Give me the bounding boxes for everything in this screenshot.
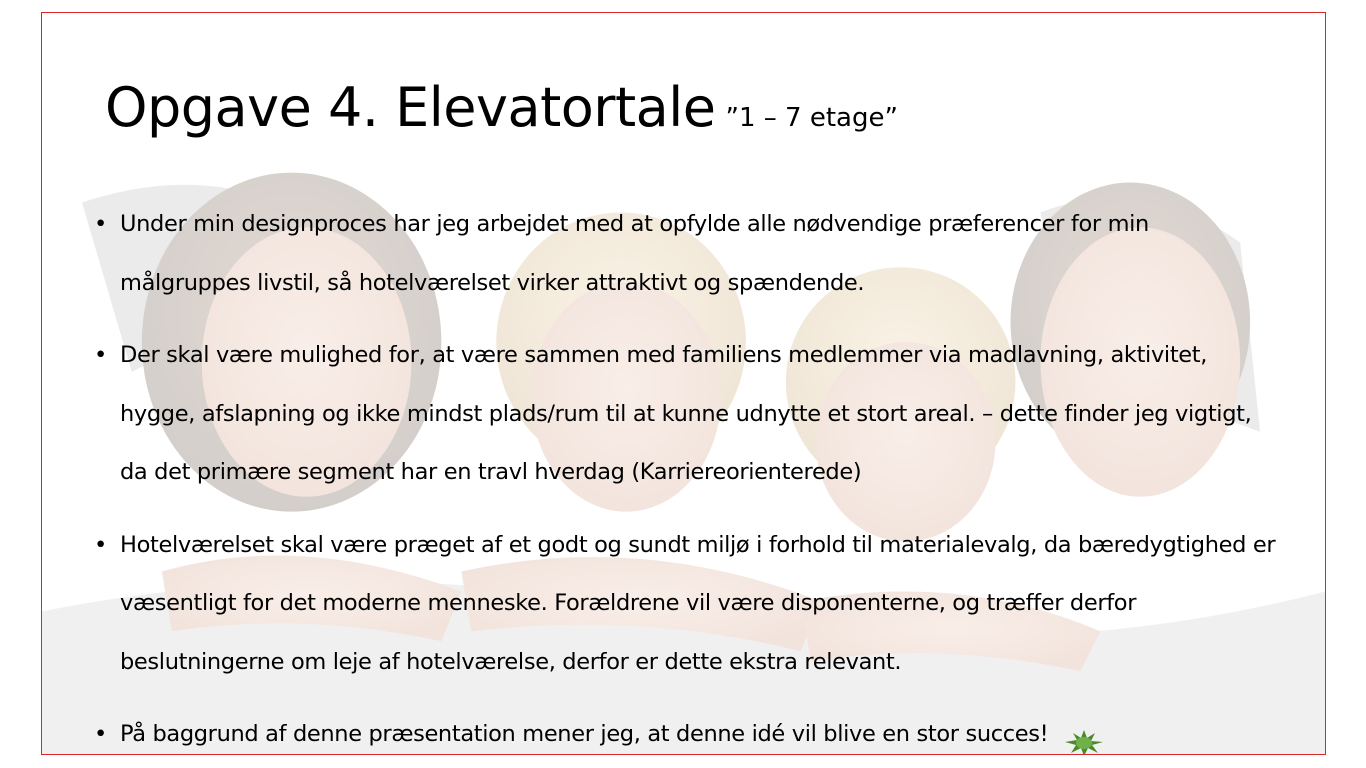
bullet-item [94, 516, 1284, 692]
bullet-item [94, 195, 1284, 312]
bullet-item [94, 326, 1284, 502]
title-subtitle: ”1 – 7 etage” [725, 103, 898, 133]
title-main: Opgave 4. Elevatortale [105, 76, 716, 139]
bullet-text: Der skal være mulighed for, at være sammen med familiens medlemmer via madlavning, aktivitet, hygge, afslapning og ikke mindst plads/rum til at kunne udnytte et stort areal. – dette finder jeg vigtigt, da det primære segment har en travl hverdag (Karriereorienterede) [120, 342, 1252, 485]
green-sun-icon [1064, 721, 1104, 749]
bullet-list [94, 195, 1284, 755]
bullet-text: På baggrund af denne præsentation mener jeg, at denne idé vil blive en stor succes! [120, 721, 1049, 747]
bullet-text: Under min designproces har jeg arbejdet med at opfylde alle nødvendige præferencer for min målgruppes livstil, så hotelværelset virker attraktivt og spændende. [120, 211, 1149, 296]
bullet-item [94, 705, 1284, 755]
slide-title [105, 76, 898, 139]
bullet-text: Hotelværelset skal være præget af et godt og sundt miljø i forhold til materialevalg, da bæredygtighed er væsentligt for det moderne menneske. Forældrene vil være disponenterne, og træffer derfor beslutningerne om leje af hotelværelse, derfor er dette ekstra relevant. [120, 531, 1276, 675]
slide [41, 12, 1326, 755]
